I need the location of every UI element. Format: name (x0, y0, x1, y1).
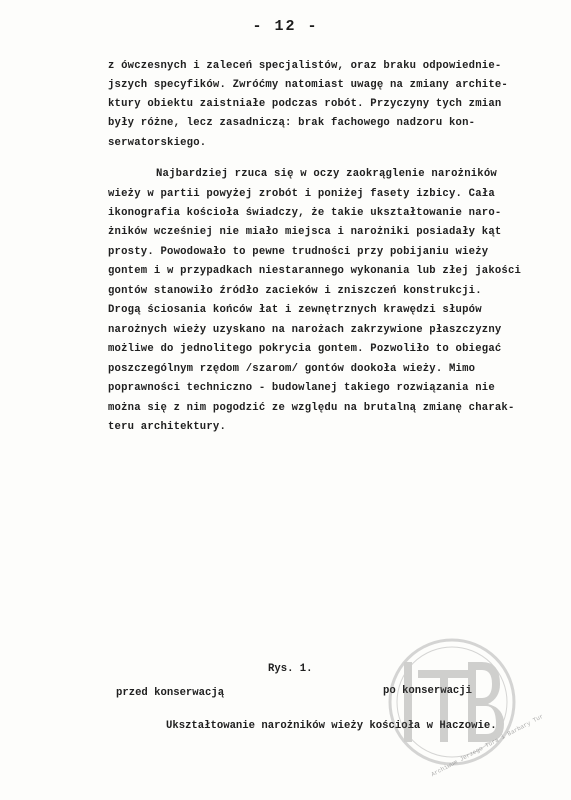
itb-watermark-logo (382, 632, 522, 772)
text-line: ktury obiektu zaistniałe podczas robót. Przyczyny tych zmian (108, 98, 502, 110)
figure-after-label: po konserwacji (383, 685, 473, 697)
text-line: prosty. Powodowało to pewne trudności przy pobijaniu wieży (108, 246, 489, 258)
text-line: serwatorskiego. (108, 137, 207, 149)
text-line: ikonografia kościoła świadczy, że takie ukształtowanie naro- (108, 207, 502, 219)
figure-before-label: przed konserwacją (116, 687, 225, 699)
text-line: Najbardziej rzuca się w oczy zaokrąglenie narożników (156, 168, 497, 180)
figure-caption: Ukształtowanie narożników wieży kościoła w Haczowie. (166, 720, 497, 732)
text-line: teru architektury. (108, 421, 227, 433)
watermark-text: Archiwum Jerzego Tura i Barbary Tur (430, 712, 545, 779)
text-line: możliwe do jednolitego pokrycia gontem. Pozwoliło to obiegać (108, 343, 502, 355)
text-line: jszych specyfików. Zwróćmy natomiast uwagę na zmiany archite- (108, 79, 508, 91)
text-line: wieży w partii powyżej zrobót i poniżej fasety izbicy. Cała (108, 188, 495, 200)
text-line: były różne, lecz zasadniczą: brak fachowego nadzoru kon- (108, 117, 476, 129)
text-line: poprawności techniczno - budowlanej takiego rozwiązania nie (108, 382, 495, 394)
text-line: Drogą ściosania końców łat i zewnętrznych krawędzi słupów (108, 304, 482, 316)
text-line: z ówczesnych i zaleceń specjalistów, oraz braku odpowiednie- (108, 60, 502, 72)
figure-label: Rys. 1. (268, 663, 313, 675)
text-line: narożnych wieży uzyskano na narożach zakrzywione płaszczyzny (108, 324, 502, 336)
text-line: żników wcześniej nie miało miejsca i narożniki posiadały kąt (108, 226, 502, 238)
text-line: gontem i w przypadkach niestarannego wykonania lub złej jakości (108, 265, 522, 277)
text-line: można się z nim pogodzić ze względu na brutalną zmianę charak- (108, 402, 515, 414)
text-line: poszczególnym rzędom /szarom/ gontów dookoła wieży. Mimo (108, 363, 476, 375)
page-number: - 12 - (252, 18, 319, 35)
text-line: gontów stanowiło źródło zacieków i zniszczeń konstrukcji. (108, 285, 482, 297)
